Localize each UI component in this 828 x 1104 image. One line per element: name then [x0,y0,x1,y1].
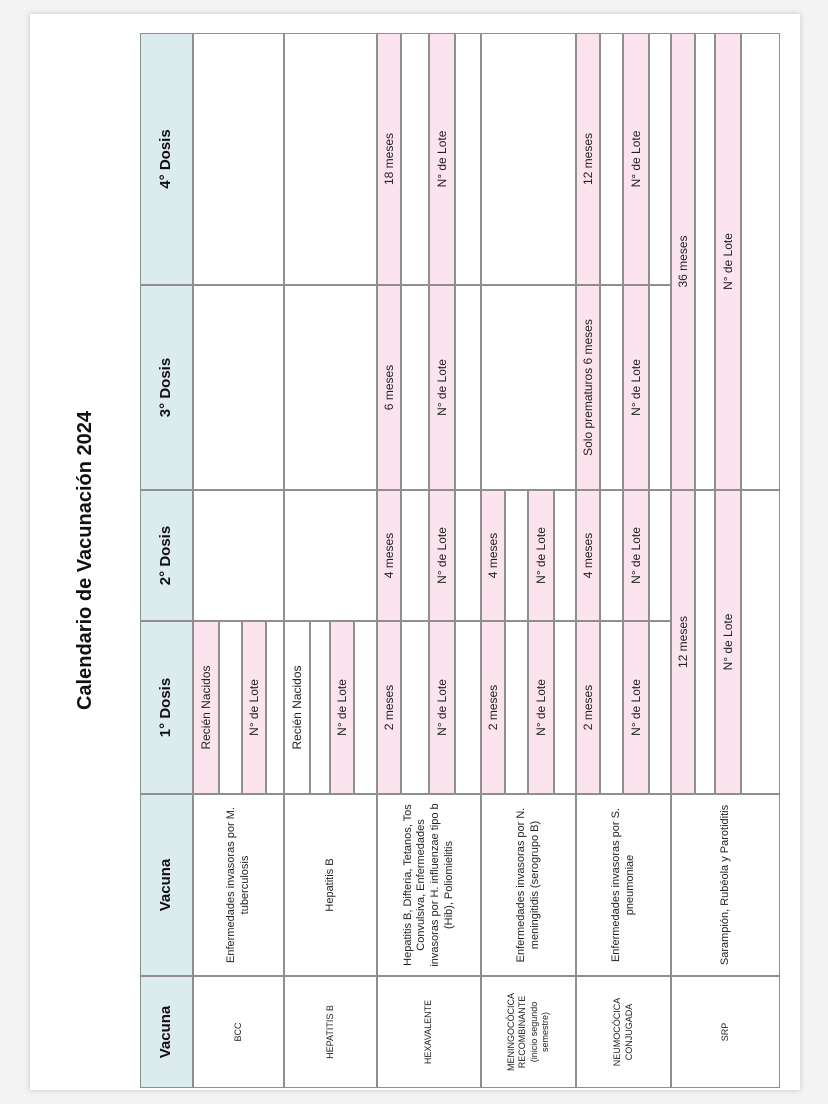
spacer [695,490,715,794]
vaccine-description: Sarampión, Rubéola y Parotiditis [671,794,780,976]
spacer [554,621,576,794]
spacer [649,490,671,621]
spacer [649,285,671,490]
vaccine-description: Enfermedades invasoras por S. pneumoniae [576,794,671,976]
spacer [600,285,623,490]
dose-3-lote: N° de Lote [715,33,741,490]
vaccine-description: Hepatitis B, Difteria, Tetanos, Tos Convulsiva, Enfermedades invasoras por H. influenzae tipo b (Hib), Poliomielitis [377,794,481,976]
spacer [505,621,528,794]
vaccine-name: HEXAVALENTE [377,976,481,1088]
spacer [600,490,623,621]
empty-dose [284,490,377,621]
spacer [354,621,377,794]
vaccination-table [74,33,780,1088]
empty-dose [481,285,576,490]
vaccine-name: NEUMOCÓCICA CONJUGADA [576,976,671,1088]
dose-1-lote: N° de Lote [429,621,455,794]
dose-1-lote: N° de Lote [715,490,741,794]
vaccine-name: HEPATITIS B [284,976,377,1088]
vaccine-description: Enfermedades invasoras por N. meningitidis (serogrupo B) [481,794,576,976]
spacer [649,33,671,285]
dose-1-lote: N° de Lote [528,621,554,794]
spacer [401,33,429,285]
header-vacuna-1: Vacuna [140,976,193,1088]
dose-4-lote: N° de Lote [623,33,649,285]
vaccine-name: SRP [671,976,780,1088]
spacer [455,285,481,490]
dose-2-lote: N° de Lote [623,490,649,621]
dose-1-age: 2 meses [481,621,505,794]
vaccine-name: MENINGOCÓCICA RECOMBINANTE (inicio segundo semestre) [481,976,576,1088]
dose-1-age: Recién Nacidos [284,621,310,794]
header-dosis-2: 2° Dosis [140,490,193,621]
dose-1-lote: N° de Lote [242,621,266,794]
dose-1-age: Recién Nacidos [193,621,219,794]
spacer [401,285,429,490]
spacer [219,621,242,794]
spacer [455,621,481,794]
empty-dose [284,33,377,285]
spacer [455,33,481,285]
spacer [401,621,429,794]
dose-1-age: 12 meses [671,490,695,794]
spacer [741,490,780,794]
empty-dose [193,285,284,490]
dose-1-age: 2 meses [576,621,600,794]
header-dosis-1: 1° Dosis [140,621,193,794]
spacer [266,621,284,794]
spacer [649,621,671,794]
empty-dose [193,33,284,285]
spacer [505,490,528,621]
dose-1-age: 2 meses [377,621,401,794]
dose-2-lote: N° de Lote [528,490,554,621]
dose-4-age: 18 meses [377,33,401,285]
dose-4-lote: N° de Lote [429,33,455,285]
empty-dose [193,490,284,621]
dose-1-lote: N° de Lote [330,621,354,794]
vaccine-name: BCC [193,976,284,1088]
spacer [401,490,429,621]
empty-dose [284,285,377,490]
document-page [30,14,800,1090]
vaccine-description: Hepatitis B [284,794,377,976]
dose-2-age: 4 meses [377,490,401,621]
vaccine-description: Enfermedades invasoras por M. tuberculosis [193,794,284,976]
dose-2-age: 4 meses [576,490,600,621]
spacer [741,33,780,490]
spacer [310,621,330,794]
dose-3-age: 6 meses [377,285,401,490]
page-title: Calendario de Vacunación 2024 [74,411,96,711]
dose-3-lote: N° de Lote [429,285,455,490]
header-dosis-3: 3° Dosis [140,285,193,490]
dose-4-age: 12 meses [576,33,600,285]
empty-dose [481,33,576,285]
spacer [600,621,623,794]
dose-3-lote: N° de Lote [623,285,649,490]
spacer [455,490,481,621]
header-dosis-4: 4° Dosis [140,33,193,285]
dose-2-age: 4 meses [481,490,505,621]
dose-1-lote: N° de Lote [623,621,649,794]
dose-2-lote: N° de Lote [429,490,455,621]
spacer [554,490,576,621]
header-vacuna-2: Vacuna [140,794,193,976]
dose-3-age: 36 meses [671,33,695,490]
dose-3-age: Solo prematuros 6 meses [576,285,600,490]
spacer [695,33,715,490]
spacer [600,33,623,285]
